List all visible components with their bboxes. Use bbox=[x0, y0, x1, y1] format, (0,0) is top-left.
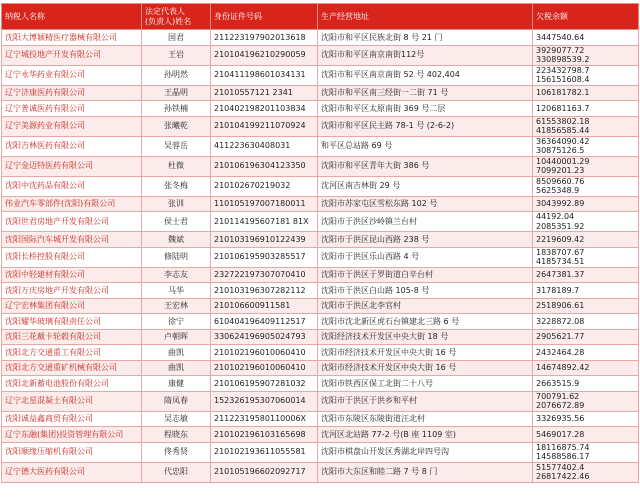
business-address-cell: 沈阳市和平区南京南街 52 号 402,404 bbox=[318, 65, 533, 85]
balance-value: 120681163.7 bbox=[536, 103, 590, 113]
business-address-cell: 沈阳市于洪区北李官村 bbox=[318, 298, 533, 314]
balance-value: 223432798.7 bbox=[536, 65, 590, 75]
legal-representative-cell: 张训 bbox=[142, 196, 211, 212]
legal-representative-cell: 吴志敏 bbox=[142, 411, 211, 427]
tax-arrears-balance-cell bbox=[533, 376, 639, 392]
table-row bbox=[2, 247, 639, 267]
business-address-cell: 沈阳市经济技术开发区中央大街 16 号 bbox=[318, 360, 533, 376]
legal-representative-cell: 曲凯 bbox=[142, 360, 211, 376]
header-tax-arrears-balance: 欠税余额 bbox=[533, 4, 639, 30]
tax-arrears-balance-cell bbox=[533, 101, 639, 117]
taxpayer-name-cell: 沈阳大博颖精医疗器械有限公司 bbox=[2, 30, 142, 46]
legal-representative-cell: 孙明然 bbox=[142, 65, 211, 85]
table-row bbox=[2, 391, 639, 411]
legal-representative-cell: 卢朝晖 bbox=[142, 329, 211, 345]
id-number-cell: 210102193611055581 bbox=[211, 442, 318, 462]
balance-value: 2905621.77 bbox=[536, 332, 585, 341]
legal-representative-cell: 王岩 bbox=[142, 45, 211, 65]
taxpayer-name-cell: 辽宁永华药业有限公司 bbox=[2, 65, 142, 85]
taxpayer-name-cell: 辽宁东融(集团)投资管理有限公司 bbox=[2, 427, 142, 443]
legal-representative-cell: 张冬梅 bbox=[142, 176, 211, 196]
taxpayer-name-cell: 沈阳顺缘压缩机有限公司 bbox=[2, 442, 142, 462]
business-address-cell: 沈阳市东陵区东陵街道汪北村 bbox=[318, 411, 533, 427]
balance-value: 30875126.5 bbox=[536, 146, 585, 155]
table-row bbox=[2, 232, 639, 248]
taxpayer-name-cell: 沈阳北方交通重矿机械有限公司 bbox=[2, 360, 142, 376]
tax-arrears-balance-cell bbox=[533, 247, 639, 267]
business-address-cell: 沈阳市铁西区保工北街二十八号 bbox=[318, 376, 533, 392]
taxpayer-name-cell: 沈阳北方交通重工有限公司 bbox=[2, 345, 142, 361]
business-address-cell: 沈阳市于洪区乐山西路 4 号 bbox=[318, 247, 533, 267]
balance-value: 2076672.89 bbox=[536, 401, 585, 410]
balance-value: 14674892.42 bbox=[536, 363, 590, 372]
legal-representative-cell: 曲凯 bbox=[142, 345, 211, 361]
table-header-row bbox=[2, 4, 639, 30]
taxpayer-name-cell: 辽宁北星混凝土有限公司 bbox=[2, 391, 142, 411]
balance-value: 3228872.08 bbox=[536, 316, 585, 326]
taxpayer-name-cell: 辽宁德大医药有限公司 bbox=[2, 462, 142, 482]
id-number-cell: 210114195607181 81X bbox=[211, 212, 318, 232]
taxpayer-name-cell: 辽宁城投地产开发有限公司 bbox=[2, 45, 142, 65]
tax-arrears-balance-cell bbox=[533, 212, 639, 232]
taxpayer-name-cell: 辽宁宏林集团有限公司 bbox=[2, 298, 142, 314]
balance-value: 700791.62 bbox=[536, 391, 580, 401]
business-address-cell: 和平区总站路 69 号 bbox=[318, 136, 533, 156]
balance-value: 2432464.28 bbox=[536, 347, 585, 357]
balance-value: 5469017.28 bbox=[536, 429, 585, 439]
table-row bbox=[2, 116, 639, 136]
tax-arrears-balance-cell bbox=[533, 391, 639, 411]
id-number-cell: 210106195907281032 bbox=[211, 376, 318, 392]
tax-arrears-balance-cell bbox=[533, 360, 639, 376]
business-address-cell: 沈阳市和平区民主路 78-1 号 (2-6-2) bbox=[318, 116, 533, 136]
business-address-cell: 沈阳市于洪区沙岭镇兰台村 bbox=[318, 212, 533, 232]
balance-value: 2518906.61 bbox=[536, 301, 585, 310]
tax-arrears-balance-cell bbox=[533, 196, 639, 212]
tax-arrears-balance-cell bbox=[533, 427, 639, 443]
taxpayer-name-cell: 沈阳国际汽车城开发有限公司 bbox=[2, 232, 142, 248]
table-row bbox=[2, 156, 639, 176]
legal-representative-cell: 吴蓉岳 bbox=[142, 136, 211, 156]
id-number-cell: 330624196905024793 bbox=[211, 329, 318, 345]
legal-representative-cell: 国君 bbox=[142, 30, 211, 46]
balance-value: 61553802.18 bbox=[536, 116, 590, 126]
balance-value: 2663515.9 bbox=[536, 378, 580, 388]
table-row bbox=[2, 376, 639, 392]
tax-arrears-balance-cell bbox=[533, 45, 639, 65]
legal-representative-cell: 代忠阳 bbox=[142, 462, 211, 482]
balance-value: 156151608.4 bbox=[536, 75, 590, 84]
table-row bbox=[2, 314, 639, 330]
id-number-cell: 210104199211070924 bbox=[211, 116, 318, 136]
legal-representative-cell: 程晓东 bbox=[142, 427, 211, 443]
tax-arrears-balance-cell bbox=[533, 116, 639, 136]
legal-representative-cell: 隋凤春 bbox=[142, 391, 211, 411]
legal-representative-cell: 康健 bbox=[142, 376, 211, 392]
balance-value: 2085351.92 bbox=[536, 221, 585, 231]
header-id-number: 身份证件号码 bbox=[211, 4, 318, 30]
table-row bbox=[2, 442, 639, 462]
business-address-cell: 沈阳市于洪区白山路 105-8 号 bbox=[318, 283, 533, 299]
balance-value: 26817422.46 bbox=[536, 472, 590, 481]
id-number-cell: 210106600911581 bbox=[211, 298, 318, 314]
header-taxpayer-name: 纳税人名称 bbox=[2, 4, 142, 30]
business-address-cell: 沈河区南吉林街 29 号 bbox=[318, 176, 533, 196]
table-row bbox=[2, 136, 639, 156]
id-number-cell: 210106196304123350 bbox=[211, 156, 318, 176]
legal-representative-cell: 佟秀贤 bbox=[142, 442, 211, 462]
header-business-address: 生产经营地址 bbox=[318, 4, 533, 30]
id-number-cell: 210102196103165698 bbox=[211, 427, 318, 443]
id-number-cell: 210105196602092717 bbox=[211, 462, 318, 482]
id-number-cell: 411223630408031 bbox=[211, 136, 318, 156]
balance-value: 7099201.23 bbox=[536, 166, 585, 175]
tax-arrears-balance-cell bbox=[533, 442, 639, 462]
table-row bbox=[2, 462, 639, 482]
balance-value: 3447540.64 bbox=[536, 32, 585, 42]
taxpayer-name-cell: 沈阳耀华玻璃有限责任公司 bbox=[2, 314, 142, 330]
balance-value: 3326935.56 bbox=[536, 414, 585, 423]
table-row bbox=[2, 427, 639, 443]
taxpayer-name-cell: 沈阳北新蓄电池股份有限公司 bbox=[2, 376, 142, 392]
id-number-cell: 210106195903285517 bbox=[211, 247, 318, 267]
tax-arrears-balance-cell bbox=[533, 232, 639, 248]
table-row bbox=[2, 345, 639, 361]
tax-arrears-table bbox=[1, 3, 639, 483]
id-number-cell: 21010557121 2341 bbox=[211, 85, 318, 101]
taxpayer-name-cell: 沈阳三花戴卡轮毂有限公司 bbox=[2, 329, 142, 345]
business-address-cell: 沈河区北站路 77-2 号(B 座 1109 室) bbox=[318, 427, 533, 443]
balance-value: 14588586.17 bbox=[536, 452, 590, 461]
taxpayer-name-cell: 沈阳吉林医药有限公司 bbox=[2, 136, 142, 156]
table-row bbox=[2, 267, 639, 283]
tax-arrears-balance-cell bbox=[533, 30, 639, 46]
table-row bbox=[2, 45, 639, 65]
table-row bbox=[2, 411, 639, 427]
legal-representative-cell: 侯士君 bbox=[142, 212, 211, 232]
table-row bbox=[2, 360, 639, 376]
table-row bbox=[2, 65, 639, 85]
legal-representative-cell: 王晶明 bbox=[142, 85, 211, 101]
id-number-cell: 21122319580110006X bbox=[211, 411, 318, 427]
balance-value: 3178189.7 bbox=[536, 285, 580, 295]
balance-value: 1838707.67 bbox=[536, 247, 585, 257]
balance-value: 18116875.74 bbox=[536, 442, 590, 452]
balance-value: 10440001.29 bbox=[536, 156, 590, 166]
legal-representative-cell: 王宏林 bbox=[142, 298, 211, 314]
tax-arrears-balance-cell bbox=[533, 462, 639, 482]
tax-arrears-balance-cell bbox=[533, 65, 639, 85]
tax-arrears-balance-cell bbox=[533, 283, 639, 299]
taxpayer-name-cell: 辽宁普诚医药有限公司 bbox=[2, 101, 142, 117]
balance-value: 51577402.4 bbox=[536, 462, 585, 472]
taxpayer-name-cell: 沈阳诚益鑫商贸有限公司 bbox=[2, 411, 142, 427]
business-address-cell: 沈阳市棋盘山开发区秀湖北岸四号沟 bbox=[318, 442, 533, 462]
business-address-cell: 沈阳市于洪区于洪乡和平村 bbox=[318, 391, 533, 411]
taxpayer-name-cell: 辽宁美源药业有限公司 bbox=[2, 116, 142, 136]
id-number-cell: 210103196307282112 bbox=[211, 283, 318, 299]
table-row bbox=[2, 101, 639, 117]
tax-arrears-balance-cell bbox=[533, 176, 639, 196]
table-row bbox=[2, 196, 639, 212]
legal-representative-cell: 修陆明 bbox=[142, 247, 211, 267]
legal-representative-cell: 孙铁楠 bbox=[142, 101, 211, 117]
table-row bbox=[2, 283, 639, 299]
table-row bbox=[2, 329, 639, 345]
taxpayer-name-cell: 辽宁济康医药有限公司 bbox=[2, 85, 142, 101]
id-number-cell: 211223197902013618 bbox=[211, 30, 318, 46]
id-number-cell: 210402198201103834 bbox=[211, 101, 318, 117]
business-address-cell: 沈阳市大东区和睦二路 7 号 8 门 bbox=[318, 462, 533, 482]
tax-arrears-balance-cell bbox=[533, 298, 639, 314]
business-address-cell: 沈阳市于洪区于罗街道白辛台村 bbox=[318, 267, 533, 283]
tax-arrears-balance-cell bbox=[533, 329, 639, 345]
taxpayer-name-cell: 辽宁金迈特医药有限公司 bbox=[2, 156, 142, 176]
legal-representative-cell: 马华 bbox=[142, 283, 211, 299]
balance-value: 3929077.72 bbox=[536, 45, 585, 55]
balance-value: 106181782.1 bbox=[536, 88, 590, 97]
balance-value: 2219609.42 bbox=[536, 234, 585, 244]
table-row bbox=[2, 30, 639, 46]
tax-arrears-balance-cell bbox=[533, 345, 639, 361]
id-number-cell: 210102196010060410 bbox=[211, 360, 318, 376]
id-number-cell: 110105197007180011 bbox=[211, 196, 318, 212]
table-row bbox=[2, 298, 639, 314]
business-address-cell: 沈阳市和平区青年大街 386 号 bbox=[318, 156, 533, 176]
balance-value: 36364090.42 bbox=[536, 136, 590, 146]
legal-representative-cell: 杜微 bbox=[142, 156, 211, 176]
business-address-cell: 沈阳市和平区太原南街 369 号二层 bbox=[318, 101, 533, 117]
balance-value: 330898539.2 bbox=[536, 55, 590, 64]
id-number-cell: 610404196409112517 bbox=[211, 314, 318, 330]
tax-arrears-balance-cell bbox=[533, 267, 639, 283]
tax-arrears-balance-cell bbox=[533, 85, 639, 101]
table-row bbox=[2, 176, 639, 196]
legal-representative-cell: 魏斌 bbox=[142, 232, 211, 248]
legal-representative-cell: 徐宁 bbox=[142, 314, 211, 330]
balance-value: 5625348.9 bbox=[536, 186, 580, 195]
balance-value: 41856585.44 bbox=[536, 126, 590, 135]
id-number-cell: 210102196010060410 bbox=[211, 345, 318, 361]
business-address-cell: 沈阳市苏家屯区雪松东路 102 号 bbox=[318, 196, 533, 212]
taxpayer-name-cell: 伟业汽车零部件(沈阳)有限公司 bbox=[2, 196, 142, 212]
tax-arrears-balance-cell bbox=[533, 314, 639, 330]
balance-value: 4185734.51 bbox=[536, 257, 585, 266]
business-address-cell: 沈阳市经济技术开发区中央大街 16 号 bbox=[318, 345, 533, 361]
header-legal-representative: 法定代表人 (负责人)姓名 bbox=[142, 4, 211, 30]
business-address-cell: 沈阳市于洪区昆山西路 238 号 bbox=[318, 232, 533, 248]
id-number-cell: 210104196210290059 bbox=[211, 45, 318, 65]
balance-value: 44192.04 bbox=[536, 212, 575, 221]
table-row bbox=[2, 85, 639, 101]
taxpayer-name-cell: 沈阳世君房地产开发有限公司 bbox=[2, 212, 142, 232]
taxpayer-name-cell: 沈阳中沈药品有限公司 bbox=[2, 176, 142, 196]
legal-representative-cell: 张曦乾 bbox=[142, 116, 211, 136]
id-number-cell: 210103196910122439 bbox=[211, 232, 318, 248]
id-number-cell: 232722197307070410 bbox=[211, 267, 318, 283]
balance-value: 3043992.89 bbox=[536, 199, 585, 208]
table-row bbox=[2, 212, 639, 232]
business-address-cell: 沈阳市和平区南三经街一二街 71 号 bbox=[318, 85, 533, 101]
taxpayer-name-cell: 沈阳长桥控股有限公司 bbox=[2, 247, 142, 267]
id-number-cell: 152326195307060014 bbox=[211, 391, 318, 411]
taxpayer-name-cell: 沈阳万庆房地产开发有限公司 bbox=[2, 283, 142, 299]
business-address-cell: 沈阳市和平区南京南街112号 bbox=[318, 45, 533, 65]
tax-arrears-balance-cell bbox=[533, 156, 639, 176]
balance-value: 8509660.76 bbox=[536, 176, 585, 186]
legal-representative-cell: 李志友 bbox=[142, 267, 211, 283]
tax-arrears-balance-cell bbox=[533, 411, 639, 427]
taxpayer-name-cell: 沈阳中轻建材有限公司 bbox=[2, 267, 142, 283]
business-address-cell: 沈阳市和平区民族北街 8 号 21 门 bbox=[318, 30, 533, 46]
tax-arrears-balance-cell bbox=[533, 136, 639, 156]
balance-value: 2647381.37 bbox=[536, 270, 585, 279]
business-address-cell: 沈阳经济技术开发区中央大街 18 号 bbox=[318, 329, 533, 345]
business-address-cell: 沈阳市沈北新区虎石台镇建北三路 6 号 bbox=[318, 314, 533, 330]
id-number-cell: 210411198601034131 bbox=[211, 65, 318, 85]
id-number-cell: 210102670219032 bbox=[211, 176, 318, 196]
